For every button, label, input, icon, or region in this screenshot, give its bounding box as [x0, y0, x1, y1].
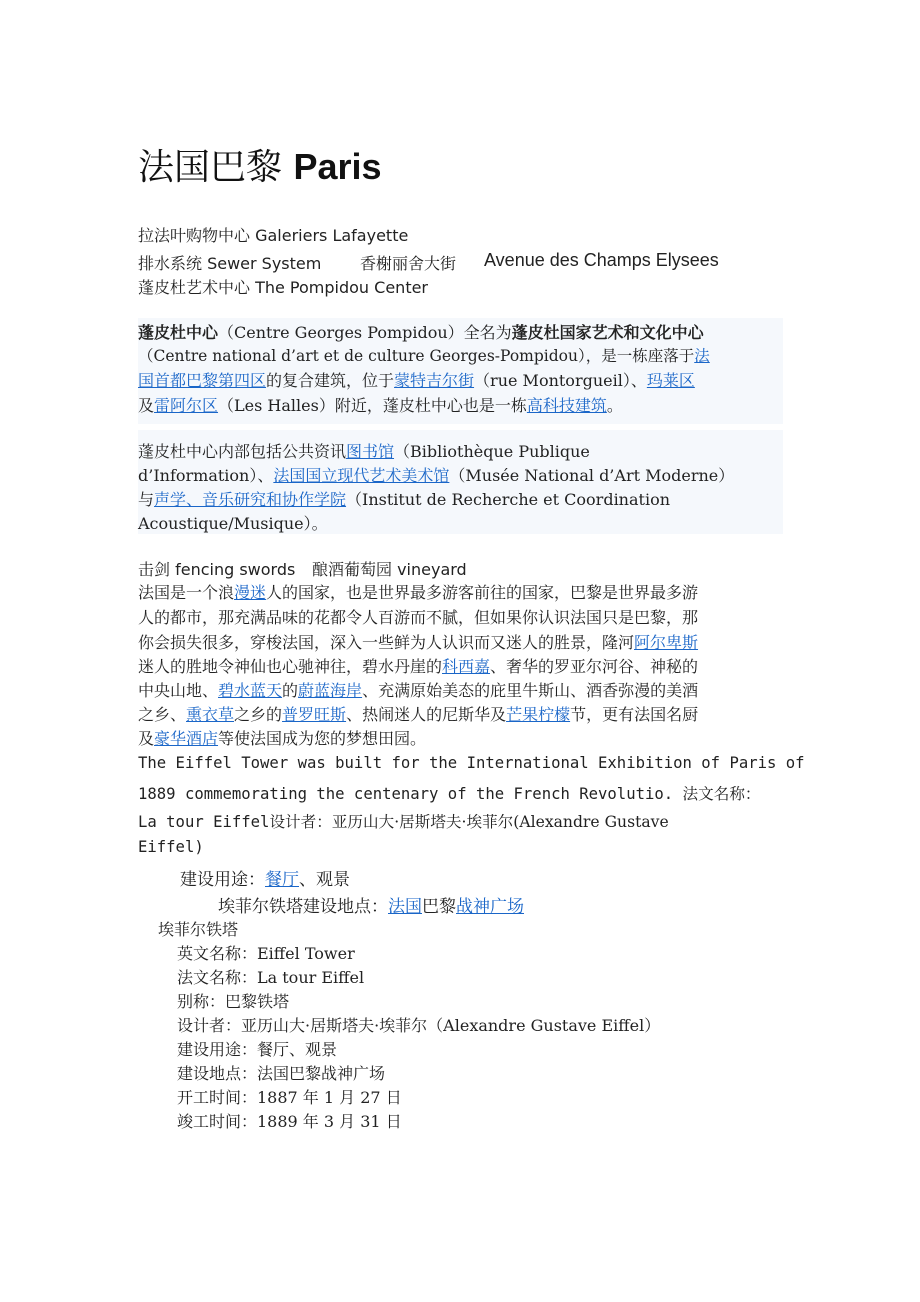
- p4-line-4: Eiffel): [138, 838, 204, 856]
- link-blue-sky[interactable]: 碧水蓝天: [218, 681, 283, 700]
- link-library[interactable]: 图书馆: [346, 442, 395, 461]
- line-sewer: 排水系统 Sewer System: [138, 254, 322, 273]
- page-title: [138, 142, 382, 193]
- p1-line-1: 蓬皮杜中心（Centre Georges Pompidou）全名为蓬皮杜国家艺术和文化中心: [138, 323, 704, 342]
- info-row: 建设地点：法国巴黎战神广场: [177, 1064, 386, 1083]
- link-modern-art-museum[interactable]: 法国国立现代艺术美术馆: [273, 466, 450, 485]
- link-les-halles[interactable]: 雷阿尔区: [154, 396, 219, 415]
- line-fencing: 击剑 fencing swords: [138, 560, 296, 579]
- p3-line-1: 法国是一个浪漫迷人的国家，也是世界最多游客前往的国家，巴黎是世界最多游: [138, 583, 699, 602]
- p3-line-2: 人的都市，那充满品味的花都令人百游而不腻，但如果你认识法国只是巴黎，那: [138, 608, 699, 627]
- info-row: 别称：巴黎铁塔: [177, 992, 290, 1011]
- p3-line-7: 及豪华酒店等使法国成为您的梦想田园。: [138, 729, 427, 748]
- link-ircam[interactable]: 声学、音乐研究和协作学院: [154, 490, 347, 509]
- info-row: 竣工时间：1889 年 3 月 31 日: [177, 1112, 402, 1131]
- p2-line-3: 与声学、音乐研究和协作学院（Institut de Recherche et Coordination: [138, 490, 671, 509]
- line-champs-zh: 香榭丽舍大街: [360, 254, 457, 273]
- link-alps[interactable]: 阿尔卑斯: [634, 633, 699, 652]
- info-heading: 埃菲尔铁塔: [158, 920, 239, 939]
- link-lavender[interactable]: 熏衣草: [186, 705, 235, 724]
- p3-line-4: 迷人的胜地令神仙也心驰神往，碧水丹崖的科西嘉、奢华的罗亚尔河谷、神秘的: [138, 657, 699, 676]
- p2-line-1: 蓬皮杜中心内部包括公共资讯图书馆（Bibliothèque Publique: [138, 442, 590, 461]
- info-row: 英文名称：Eiffel Tower: [177, 944, 355, 963]
- p3-line-3: 你会损失很多，穿梭法国，深入一些鲜为人认识而又迷人的胜景，隆河阿尔卑斯: [138, 633, 699, 652]
- p1-line-2: （Centre national d’art et de culture Georges-Pompidou），是一栋座落于法: [138, 347, 710, 365]
- info-row: 建设用途：餐厅、观景: [177, 1040, 338, 1059]
- link-champ-de-mars[interactable]: 战神广场: [456, 897, 524, 917]
- p1-line-3: 国首都巴黎第四区的复合建筑，位于蒙特吉尔街（rue Montorgueil）、玛莱区: [138, 371, 695, 390]
- link-paris-4th[interactable]: 国首都巴黎第四区: [138, 371, 267, 390]
- line-vineyard: 酿酒葡萄园 vineyard: [312, 560, 467, 579]
- link-cote-azur[interactable]: 蔚蓝海岸: [298, 681, 363, 700]
- line-champs-en: Avenue des Champs Elysees: [484, 250, 719, 270]
- p4-line-3: La tour Eiffel设计者：亚历山大·居斯塔夫·埃菲尔(Alexandre Gustave: [138, 813, 669, 831]
- link-restaurant[interactable]: 餐厅: [265, 870, 299, 890]
- link-france[interactable]: 法: [694, 347, 710, 365]
- info-row: 开工时间：1887 年 1 月 27 日: [177, 1088, 402, 1107]
- p4-line-2: 1889 commemorating the centenary of the French Revolutio. 法文名称：: [138, 785, 761, 803]
- p1-line-4: 及雷阿尔区（Les Halles）附近，蓬皮杜中心也是一栋高科技建筑。: [138, 396, 623, 415]
- link-montorgueil[interactable]: 蒙特吉尔街: [394, 371, 475, 390]
- p3-line-5: 中央山地、碧水蓝天的蔚蓝海岸、充满原始美态的庇里牛斯山、酒香弥漫的美酒: [138, 681, 699, 700]
- link-provence[interactable]: 普罗旺斯: [282, 705, 347, 724]
- title-zh: 法国巴黎: [138, 147, 283, 188]
- p2-line-4: Acoustique/Musique）。: [138, 514, 328, 533]
- info-row: 法文名称：La tour Eiffel: [177, 968, 365, 987]
- link-france-2[interactable]: 法国: [388, 897, 422, 917]
- link-high-tech[interactable]: 高科技建筑: [526, 396, 607, 415]
- p2-line-2: d’Information）、法国国立现代艺术美术馆（Musée National d’Art Moderne）: [138, 466, 735, 485]
- info-row: 设计者：亚历山大·居斯塔夫·埃菲尔（Alexandre Gustave Eiffel）: [177, 1016, 661, 1035]
- link-romantic[interactable]: 漫迷: [234, 583, 267, 602]
- link-mango-lemon[interactable]: 芒果柠檬: [506, 705, 571, 724]
- use-line: 建设用途：餐厅、观景: [180, 870, 350, 890]
- p4-line-1: The Eiffel Tower was built for the International Exhibition of Paris of: [138, 754, 805, 772]
- link-luxury-hotel[interactable]: 豪华酒店: [154, 729, 219, 748]
- link-marais[interactable]: 玛莱区: [646, 371, 695, 390]
- line-lafayette: 拉法叶购物中心 Galeriers Lafayette: [138, 226, 409, 245]
- title-en: Paris: [293, 146, 382, 187]
- p3-line-6: 之乡、熏衣草之乡的普罗旺斯、热闹迷人的尼斯华及芒果柠檬节，更有法国名厨: [138, 705, 699, 724]
- link-corsica[interactable]: 科西嘉: [442, 657, 491, 676]
- site-line: 埃菲尔铁塔建设地点：法国巴黎战神广场: [218, 897, 524, 917]
- line-pompidou: 蓬皮杜艺术中心 The Pompidou Center: [138, 278, 429, 297]
